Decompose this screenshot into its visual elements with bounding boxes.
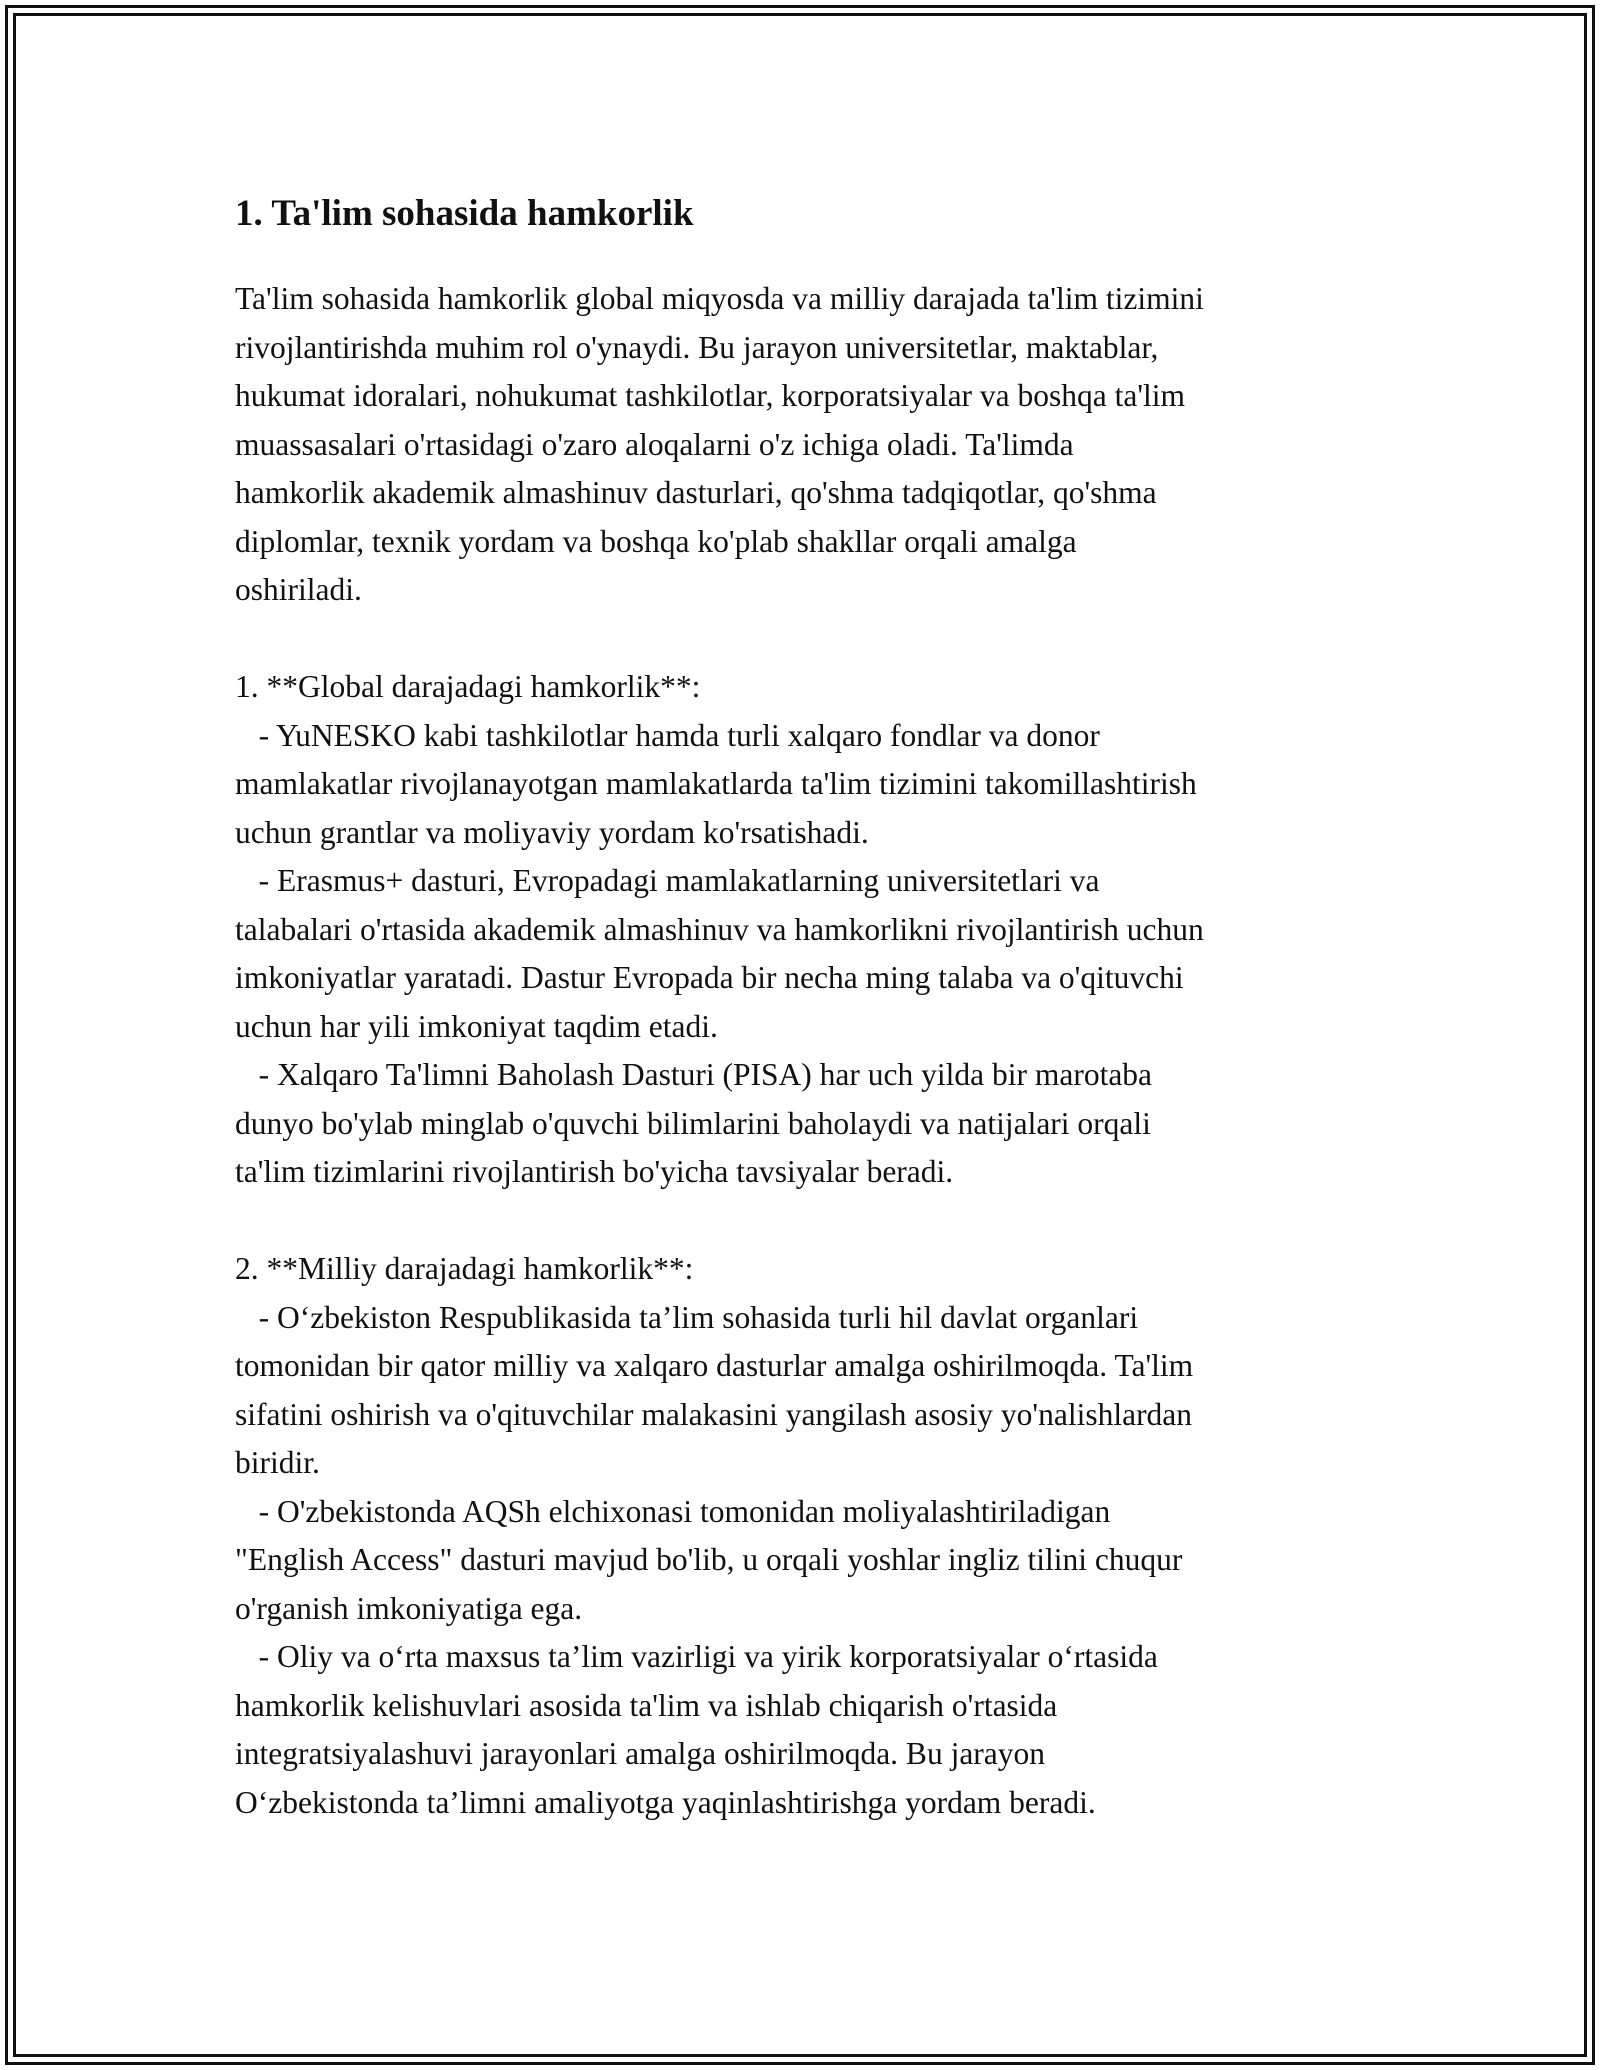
list-heading: 1. **Global darajadagi hamkorlik**:	[235, 669, 701, 704]
text-line: O‘zbekistonda ta’limni amaliyotga yaqinlashtirishga yordam beradi.	[235, 1784, 1096, 1820]
national-cooperation-section	[235, 1245, 1375, 1827]
text-line: muassasalari o'rtasidagi o'zaro aloqalarni o'z ichiga oladi. Ta'limda	[235, 426, 1074, 462]
text-line: biridir.	[235, 1445, 320, 1480]
text-line: tomonidan bir qator milliy va xalqaro dasturlar amalga oshirilmoqda. Ta'lim	[235, 1348, 1194, 1383]
text-line: mamlakatlar rivojlanayotgan mamlakatlarda ta'lim tizimini takomillashtirish	[235, 766, 1197, 801]
text-line: ta'lim tizimlarini rivojlantirish bo'yicha tavsiyalar beradi.	[235, 1154, 954, 1189]
text-line: - Oliy va o‘rta maxsus ta’lim vazirligi va yirik korporatsiyalar o‘rtasida	[235, 1639, 1158, 1674]
text-line: imkoniyatlar yaratadi. Dastur Evropada bir necha ming talaba va o'qituvchi	[235, 960, 1184, 995]
list-heading: 2. **Milliy darajadagi hamkorlik**:	[235, 1251, 694, 1286]
section-heading: 1. Ta'lim sohasida hamkorlik	[235, 193, 694, 234]
paragraph-gap	[235, 615, 1375, 664]
paragraph-gap	[235, 1197, 1375, 1246]
text-line: sifatini oshirish va o'qituvchilar malakasini yangilash asosiy yo'nalishlardan	[235, 1396, 1193, 1432]
text-line: - O'zbekistonda AQSh elchixonasi tomonidan moliyalashtiriladigan	[235, 1493, 1111, 1529]
text-line: hamkorlik kelishuvlari asosida ta'lim va ishlab chiqarish o'rtasida	[235, 1687, 1058, 1723]
text-line: "English Access" dasturi mavjud bo'lib, u orqali yoshlar ingliz tilini chuqur	[235, 1542, 1183, 1577]
text-line: oshiriladi.	[235, 572, 362, 607]
text-line: rivojlantirishda muhim rol o'ynaydi. Bu jarayon universitetlar, maktablar,	[235, 329, 1159, 365]
intro-paragraph	[235, 275, 1375, 615]
text-line: hamkorlik akademik almashinuv dasturlari, qo'shma tadqiqotlar, qo'shma	[235, 475, 1157, 510]
document-body	[235, 185, 1375, 1827]
text-line: talabalari o'rtasida akademik almashinuv va hamkorlikni rivojlantirish uchun	[235, 911, 1204, 947]
text-line: - YuNESKO kabi tashkilotlar hamda turli xalqaro fondlar va donor	[235, 717, 1100, 753]
text-line: - O‘zbekiston Respublikasida ta’lim sohasida turli hil davlat organlari	[235, 1299, 1139, 1335]
text-line: - Erasmus+ dasturi, Evropadagi mamlakatlarning universitetlari va	[235, 863, 1100, 898]
text-line: diplomlar, texnik yordam va boshqa ko'plab shakllar orqali amalga	[235, 523, 1077, 559]
text-line: o'rganish imkoniyatiga ega.	[235, 1590, 583, 1626]
text-line: dunyo bo'ylab minglab o'quvchi bilimlarini baholaydi va natijalari orqali	[235, 1105, 1151, 1141]
text-line: Ta'lim sohasida hamkorlik global miqyosda va milliy darajada ta'lim tizimini	[235, 281, 1204, 316]
text-line: integratsiyalashuvi jarayonlari amalga oshirilmoqda. Bu jarayon	[235, 1736, 1046, 1771]
global-cooperation-section	[235, 663, 1375, 1197]
text-line: uchun har yili imkoniyat taqdim etadi.	[235, 1008, 718, 1044]
text-line: hukumat idoralari, nohukumat tashkilotlar, korporatsiyalar va boshqa ta'lim	[235, 378, 1186, 413]
text-line: - Xalqaro Ta'limni Baholash Dasturi (PISA) har uch yilda bir marotaba	[235, 1057, 1153, 1092]
text-line: uchun grantlar va moliyaviy yordam ko'rsatishadi.	[235, 814, 869, 850]
